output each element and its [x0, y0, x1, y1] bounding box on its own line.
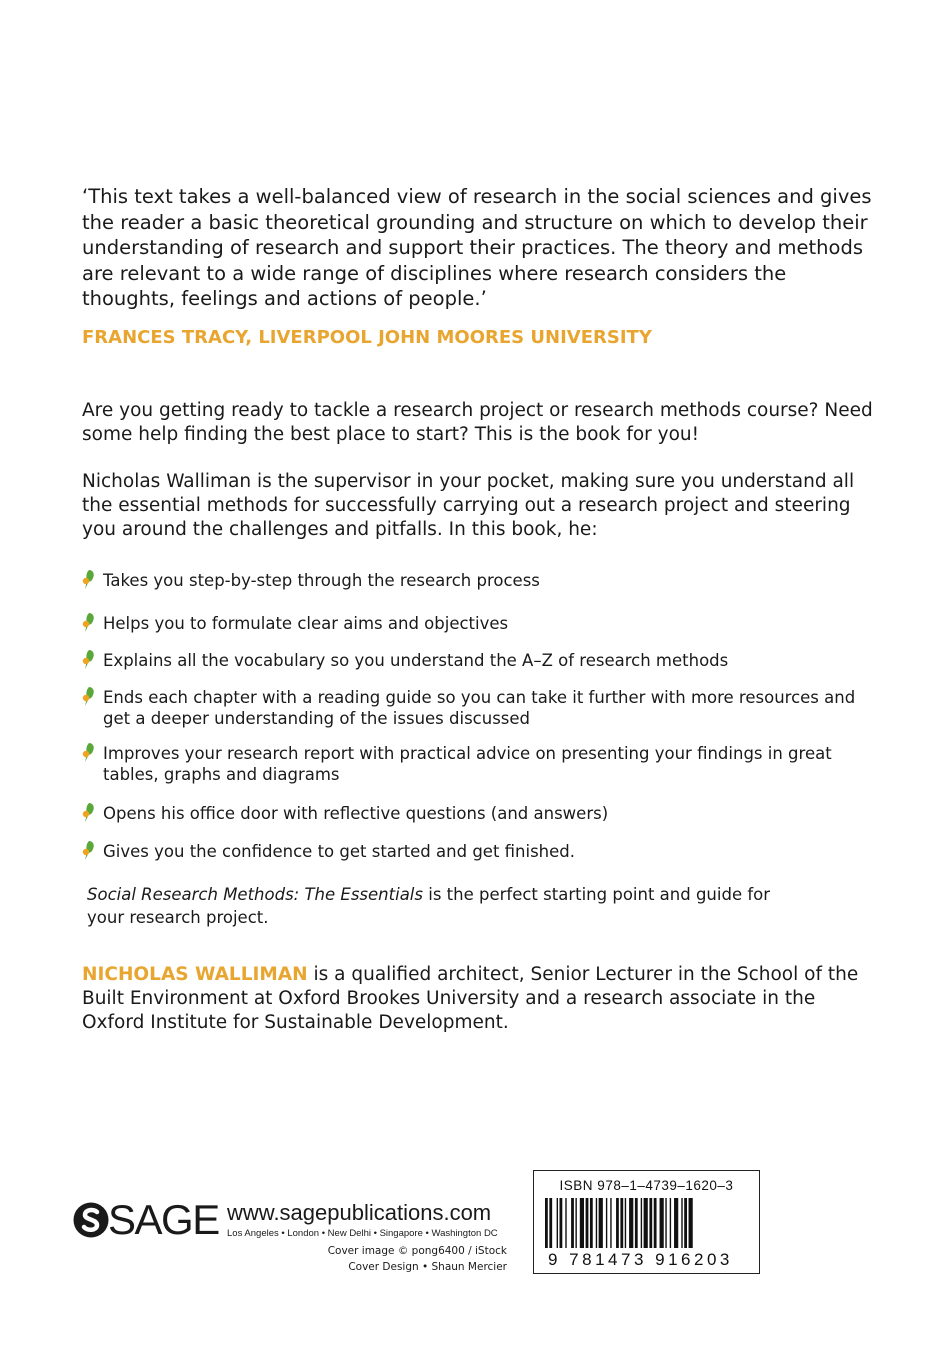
intro-paragraph: Are you getting ready to tackle a research project or research methods course? Need some help finding the best place to start? This is the book for you! [82, 400, 873, 445]
barcode-bar [644, 1198, 648, 1248]
isbn-barcode [533, 1170, 760, 1274]
book-title: Social Research Methods: The Essentials [87, 885, 423, 904]
closing-paragraph [87, 883, 787, 929]
parrot-icon [80, 741, 96, 765]
barcode-bar [660, 1198, 664, 1248]
list-item-text: Explains all the vocabulary so you understand the A–Z of research methods [103, 651, 729, 670]
sage-logo-wordmark: SAGE [108, 1196, 219, 1243]
barcode-bar [586, 1198, 589, 1248]
cover-design-credit: Cover Design • Shaun Mercier [348, 1261, 507, 1273]
author-bio-text: is a qualified architect, Senior Lecturer in the School of the Built Environment at Oxford Brookes University and a research associate in the Oxford Institute for Sustainable Development. [82, 964, 859, 1033]
barcode-bar [580, 1198, 584, 1248]
barcode-bar [549, 1198, 552, 1248]
parrot-icon [80, 648, 96, 672]
list-item-text: Improves your research report with practical advice on presenting your findings in great tables, graphs and diagrams [103, 744, 832, 784]
sage-logo-icon [72, 1200, 110, 1240]
barcode-bar [565, 1198, 566, 1248]
description-paragraph: Nicholas Walliman is the supervisor in your pocket, making sure you understand all the essential methods for successfully carrying out a research project and steering you around the challenges and pitfalls. In this book, he: [82, 471, 855, 540]
barcode-bar [620, 1198, 623, 1248]
barcode-bar [610, 1198, 611, 1248]
barcode-bar [545, 1198, 548, 1248]
barcode-bar [670, 1198, 671, 1248]
barcode-bar [606, 1198, 607, 1248]
list-item-text: Opens his office door with reflective questions (and answers) [103, 804, 609, 823]
publisher-url: www.sagepublications.com [227, 1200, 492, 1225]
barcode-bar [684, 1198, 687, 1248]
author-name: NICHOLAS WALLIMAN [82, 964, 308, 985]
parrot-icon [80, 839, 96, 863]
barcode-bars [545, 1198, 750, 1250]
barcode-bar [641, 1198, 642, 1248]
barcode-bar [560, 1198, 563, 1248]
barcode-bar [674, 1198, 678, 1248]
list-item-text: Helps you to formulate clear aims and objectives [103, 614, 509, 633]
barcode-bar [590, 1198, 593, 1248]
parrot-icon [80, 568, 96, 592]
barcode-bar [625, 1198, 626, 1248]
author-bio [82, 963, 882, 1035]
closing-text: is the perfect starting point and guide for your research project. [87, 885, 771, 927]
parrot-icon [80, 611, 96, 635]
list-item-text: Gives you the confidence to get started and get finished. [103, 842, 576, 861]
cover-image-credit: Cover image © pong6400 / iStock [327, 1245, 507, 1257]
endorsement-quote: ‘This text takes a well-balanced view of research in the social sciences and gives the reader a basic theoretical grounding and structure on which to develop their understanding of research and support their practices. The theory and methods are relevant to a wide range of disciplines where research considers the thoughts, feelings and actions of people.’ [82, 185, 872, 310]
list-item-text: Ends each chapter with a reading guide so you can take it further with more resources and get a deeper understanding of the issues discussed [103, 688, 856, 728]
barcode-bar [616, 1198, 619, 1248]
barcode-bar [629, 1198, 633, 1248]
isbn-label: ISBN 978–1–4739–1620–3 [559, 1178, 734, 1193]
ean-digits: 9 781473 916203 [548, 1250, 733, 1269]
barcode-bar [665, 1198, 666, 1248]
barcode-bar [571, 1198, 574, 1248]
barcode-bar [689, 1198, 693, 1248]
parrot-icon [80, 685, 96, 709]
endorsement-attribution: FRANCES TRACY, LIVERPOOL JOHN MOORES UNIVERSITY [82, 327, 652, 348]
barcode-bar [575, 1198, 576, 1248]
barcode-bar [654, 1198, 657, 1248]
parrot-icon [80, 801, 96, 825]
barcode-bar [681, 1198, 682, 1248]
barcode-bar [599, 1198, 603, 1248]
publisher-cities: Los Angeles • London • New Delhi • Singapore • Washington DC [227, 1228, 498, 1239]
barcode-bar [649, 1198, 652, 1248]
barcode-bar [557, 1198, 558, 1248]
barcode-bar [596, 1198, 597, 1248]
barcode-bar [635, 1198, 638, 1248]
list-item-text: Takes you step-by-step through the research process [103, 571, 540, 590]
